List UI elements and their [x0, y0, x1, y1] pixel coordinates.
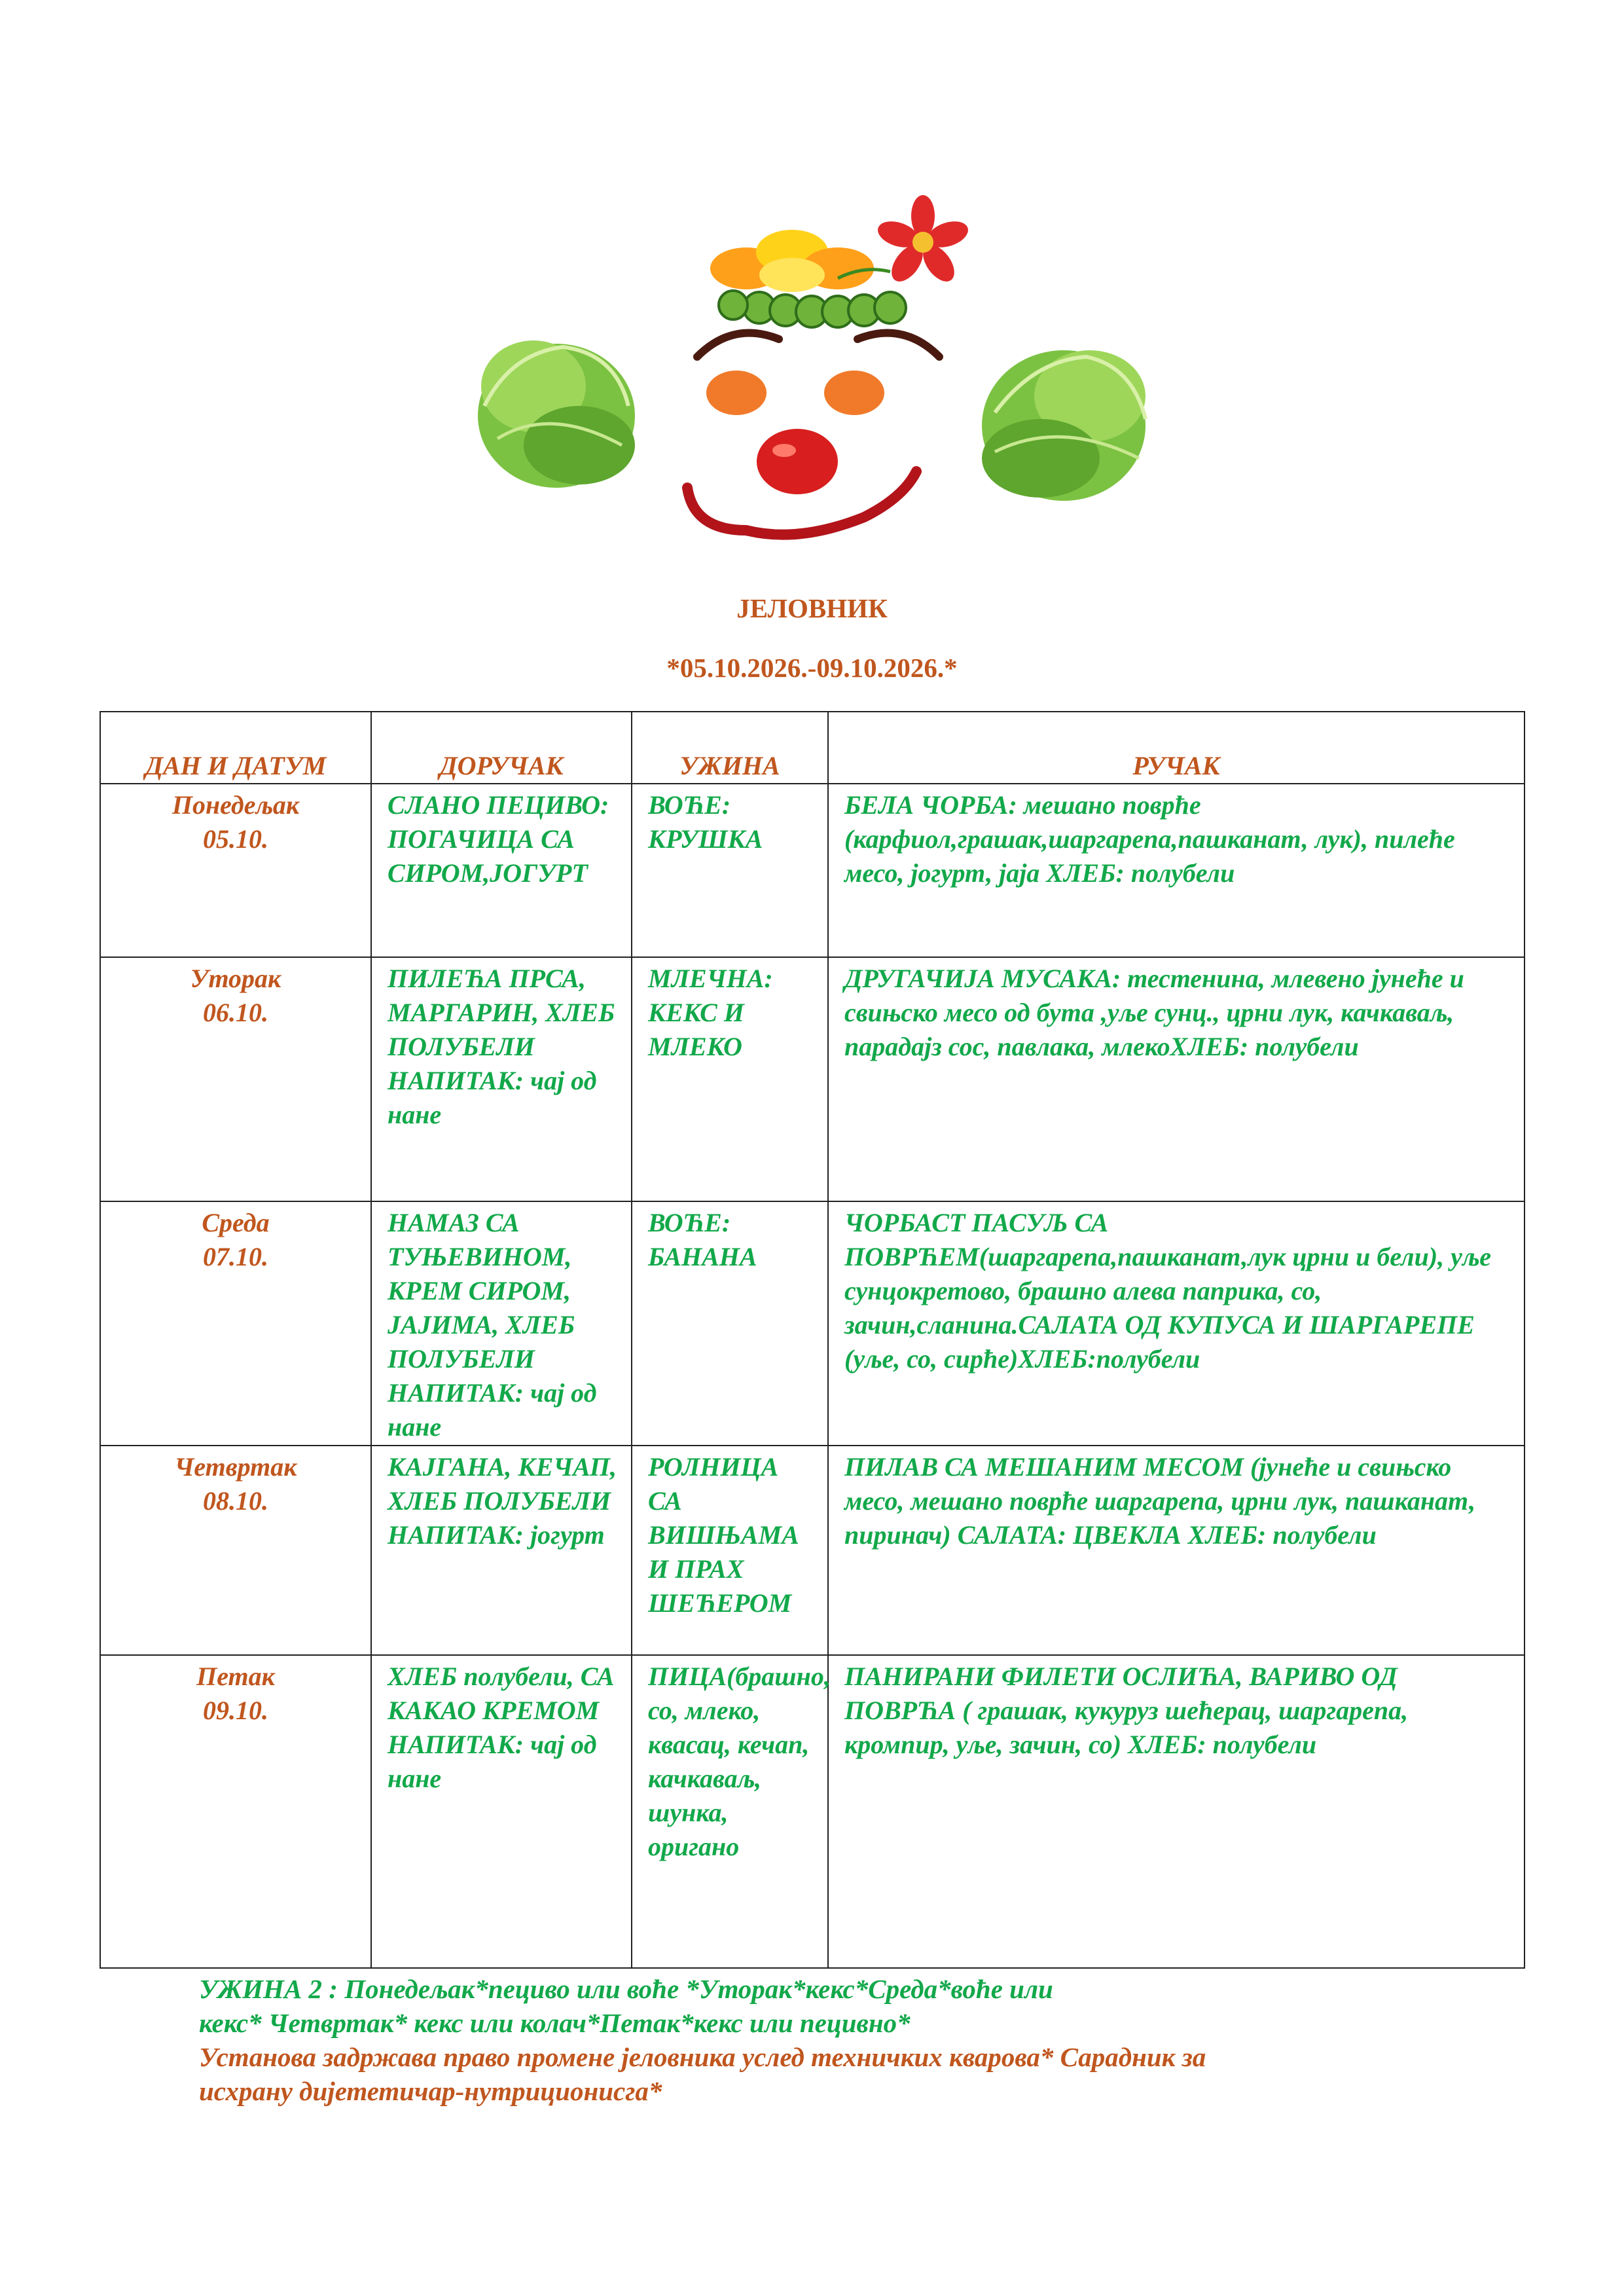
lunch-cell: ДРУГАЧИЈА МУСАКА: тестенина, млевено јунеће и свињско месо од бута ,уље сунц., црни лук, качкаваљ, парадајз сос, павлака, млекоХЛЕБ: полубели	[828, 957, 1525, 1201]
day-date: 07.10.	[203, 1242, 268, 1271]
snack-cell: ВОЋЕ: БАНАНА	[632, 1201, 828, 1446]
left-eyebrow-icon	[697, 333, 779, 357]
day-date: 05.10.	[203, 824, 268, 854]
day-name: Уторак	[190, 964, 281, 993]
day-name: Петак	[196, 1662, 275, 1691]
left-lettuce-icon	[478, 340, 635, 488]
lunch-cell: ПИЛАВ СА МЕШАНИМ МЕСОМ (јунеће и свињско месо, мешано поврће шаргарепа, црни лук, пашканат, пиринач) САЛАТА: ЦВЕКЛА ХЛЕБ: полубели	[828, 1446, 1525, 1655]
left-eye-icon	[706, 371, 767, 415]
day-cell	[100, 1201, 371, 1446]
day-cell	[100, 784, 371, 957]
day-name: Среда	[202, 1208, 270, 1237]
notice-line1: Установа задржава право промене јеловника услед техничких кварова* Сарадник за	[199, 2042, 1206, 2072]
day-name: Четвртак	[174, 1452, 297, 1482]
breakfast-cell: НАМАЗ СА ТУЊЕВИНОМ, КРЕМ СИРОМ, ЈАЈИМА, ХЛЕБ ПОЛУБЕЛИ НАПИТАК: чај од нане	[371, 1201, 632, 1446]
citrus-hat-icon	[710, 230, 874, 292]
breakfast-cell: ПИЛЕЋА ПРСА, МАРГАРИН, ХЛЕБ ПОЛУБЕЛИ НАПИТАК: чај од нане	[371, 957, 632, 1201]
day-name: Понедељак	[171, 790, 300, 820]
day-cell	[100, 957, 371, 1201]
breakfast-cell: СЛАНО ПЕЦИВО: ПОГАЧИЦА СА СИРОМ,ЈОГУРТ	[371, 784, 632, 957]
snack-cell: ПИЦА(брашно, со, млеко, квасац, кечап, качкаваљ, шунка, оригано	[632, 1655, 828, 1968]
header-day: ДАН И ДАТУМ	[100, 712, 371, 784]
day-date: 08.10.	[203, 1486, 268, 1516]
day-cell	[100, 1655, 371, 1968]
right-eye-icon	[824, 371, 884, 415]
table-row	[100, 1201, 1525, 1446]
breakfast-cell: ХЛЕБ полубели, СА КАКАО КРЕМОМ НАПИТАК: чај од нане	[371, 1655, 632, 1968]
day-cell	[100, 1446, 371, 1655]
clown-vegetable-illustration	[471, 190, 1152, 563]
header-snack: УЖИНА	[632, 712, 828, 784]
snack-cell: МЛЕЧНА: КЕКС И МЛЕКО	[632, 957, 828, 1201]
right-lettuce-icon	[982, 350, 1146, 501]
snack-cell: РОЛНИЦА СА ВИШЊАМА И ПРАХ ШЕЋЕРОМ	[632, 1446, 828, 1655]
cucumber-band-icon	[719, 291, 906, 327]
table-row	[100, 1655, 1525, 1968]
lunch-cell: ПАНИРАНИ ФИЛЕТИ ОСЛИЋА, ВАРИВО ОД ПОВРЋА ( грашак, кукуруз шећерац, шаргарепа, кромпир, уље, зачин, со) ХЛЕБ: полубели	[828, 1655, 1525, 1968]
menu-table	[99, 711, 1525, 1969]
date-range: *05.10.2026.-09.10.2026.*	[666, 653, 958, 683]
right-eyebrow-icon	[857, 333, 939, 357]
day-date: 06.10.	[203, 998, 268, 1027]
table-row	[100, 957, 1525, 1201]
snack2-note-line1: УЖИНА 2 : Понедељак*пециво или воће *Уторак*кекс*Среда*воће или	[199, 1974, 1053, 2004]
day-date: 09.10.	[203, 1696, 268, 1725]
tomato-nose-icon	[757, 429, 838, 494]
header-breakfast: ДОРУЧАК	[371, 712, 632, 784]
page-title: ЈЕЛОВНИК	[736, 593, 888, 623]
breakfast-cell: КАЈГАНА, КЕЧАП, ХЛЕБ ПОЛУБЕЛИ НАПИТАК: јогурт	[371, 1446, 632, 1655]
lunch-cell: БЕЛА ЧОРБА: мешано поврће (карфиол,грашак,шаргарепа,пашканат, лук), пилеће месо, јогурт, јаја ХЛЕБ: полубели	[828, 784, 1525, 957]
notice-line2: исхрану дијететичар-нутриционисга*	[199, 2076, 662, 2106]
table-header-row	[100, 712, 1525, 784]
table-row	[100, 1446, 1525, 1655]
table-row	[100, 784, 1525, 957]
header-lunch: РУЧАК	[828, 712, 1525, 784]
snack2-note-line2: кекс* Четвртак* кекс или колач*Петак*кекс или пецивно*	[199, 2008, 911, 2038]
snack-cell: ВОЋЕ: КРУШКА	[632, 784, 828, 957]
lunch-cell: ЧОРБАСТ ПАСУЉ СА ПОВРЋЕМ(шаргарепа,пашканат,лук црни и бели), уље сунцокретово, брашно алева паприка, со, зачин,сланина.САЛАТА ОД КУПУСА И ШАРГАРЕПЕ (уље, со, сирће)ХЛЕБ:полубели	[828, 1201, 1525, 1446]
